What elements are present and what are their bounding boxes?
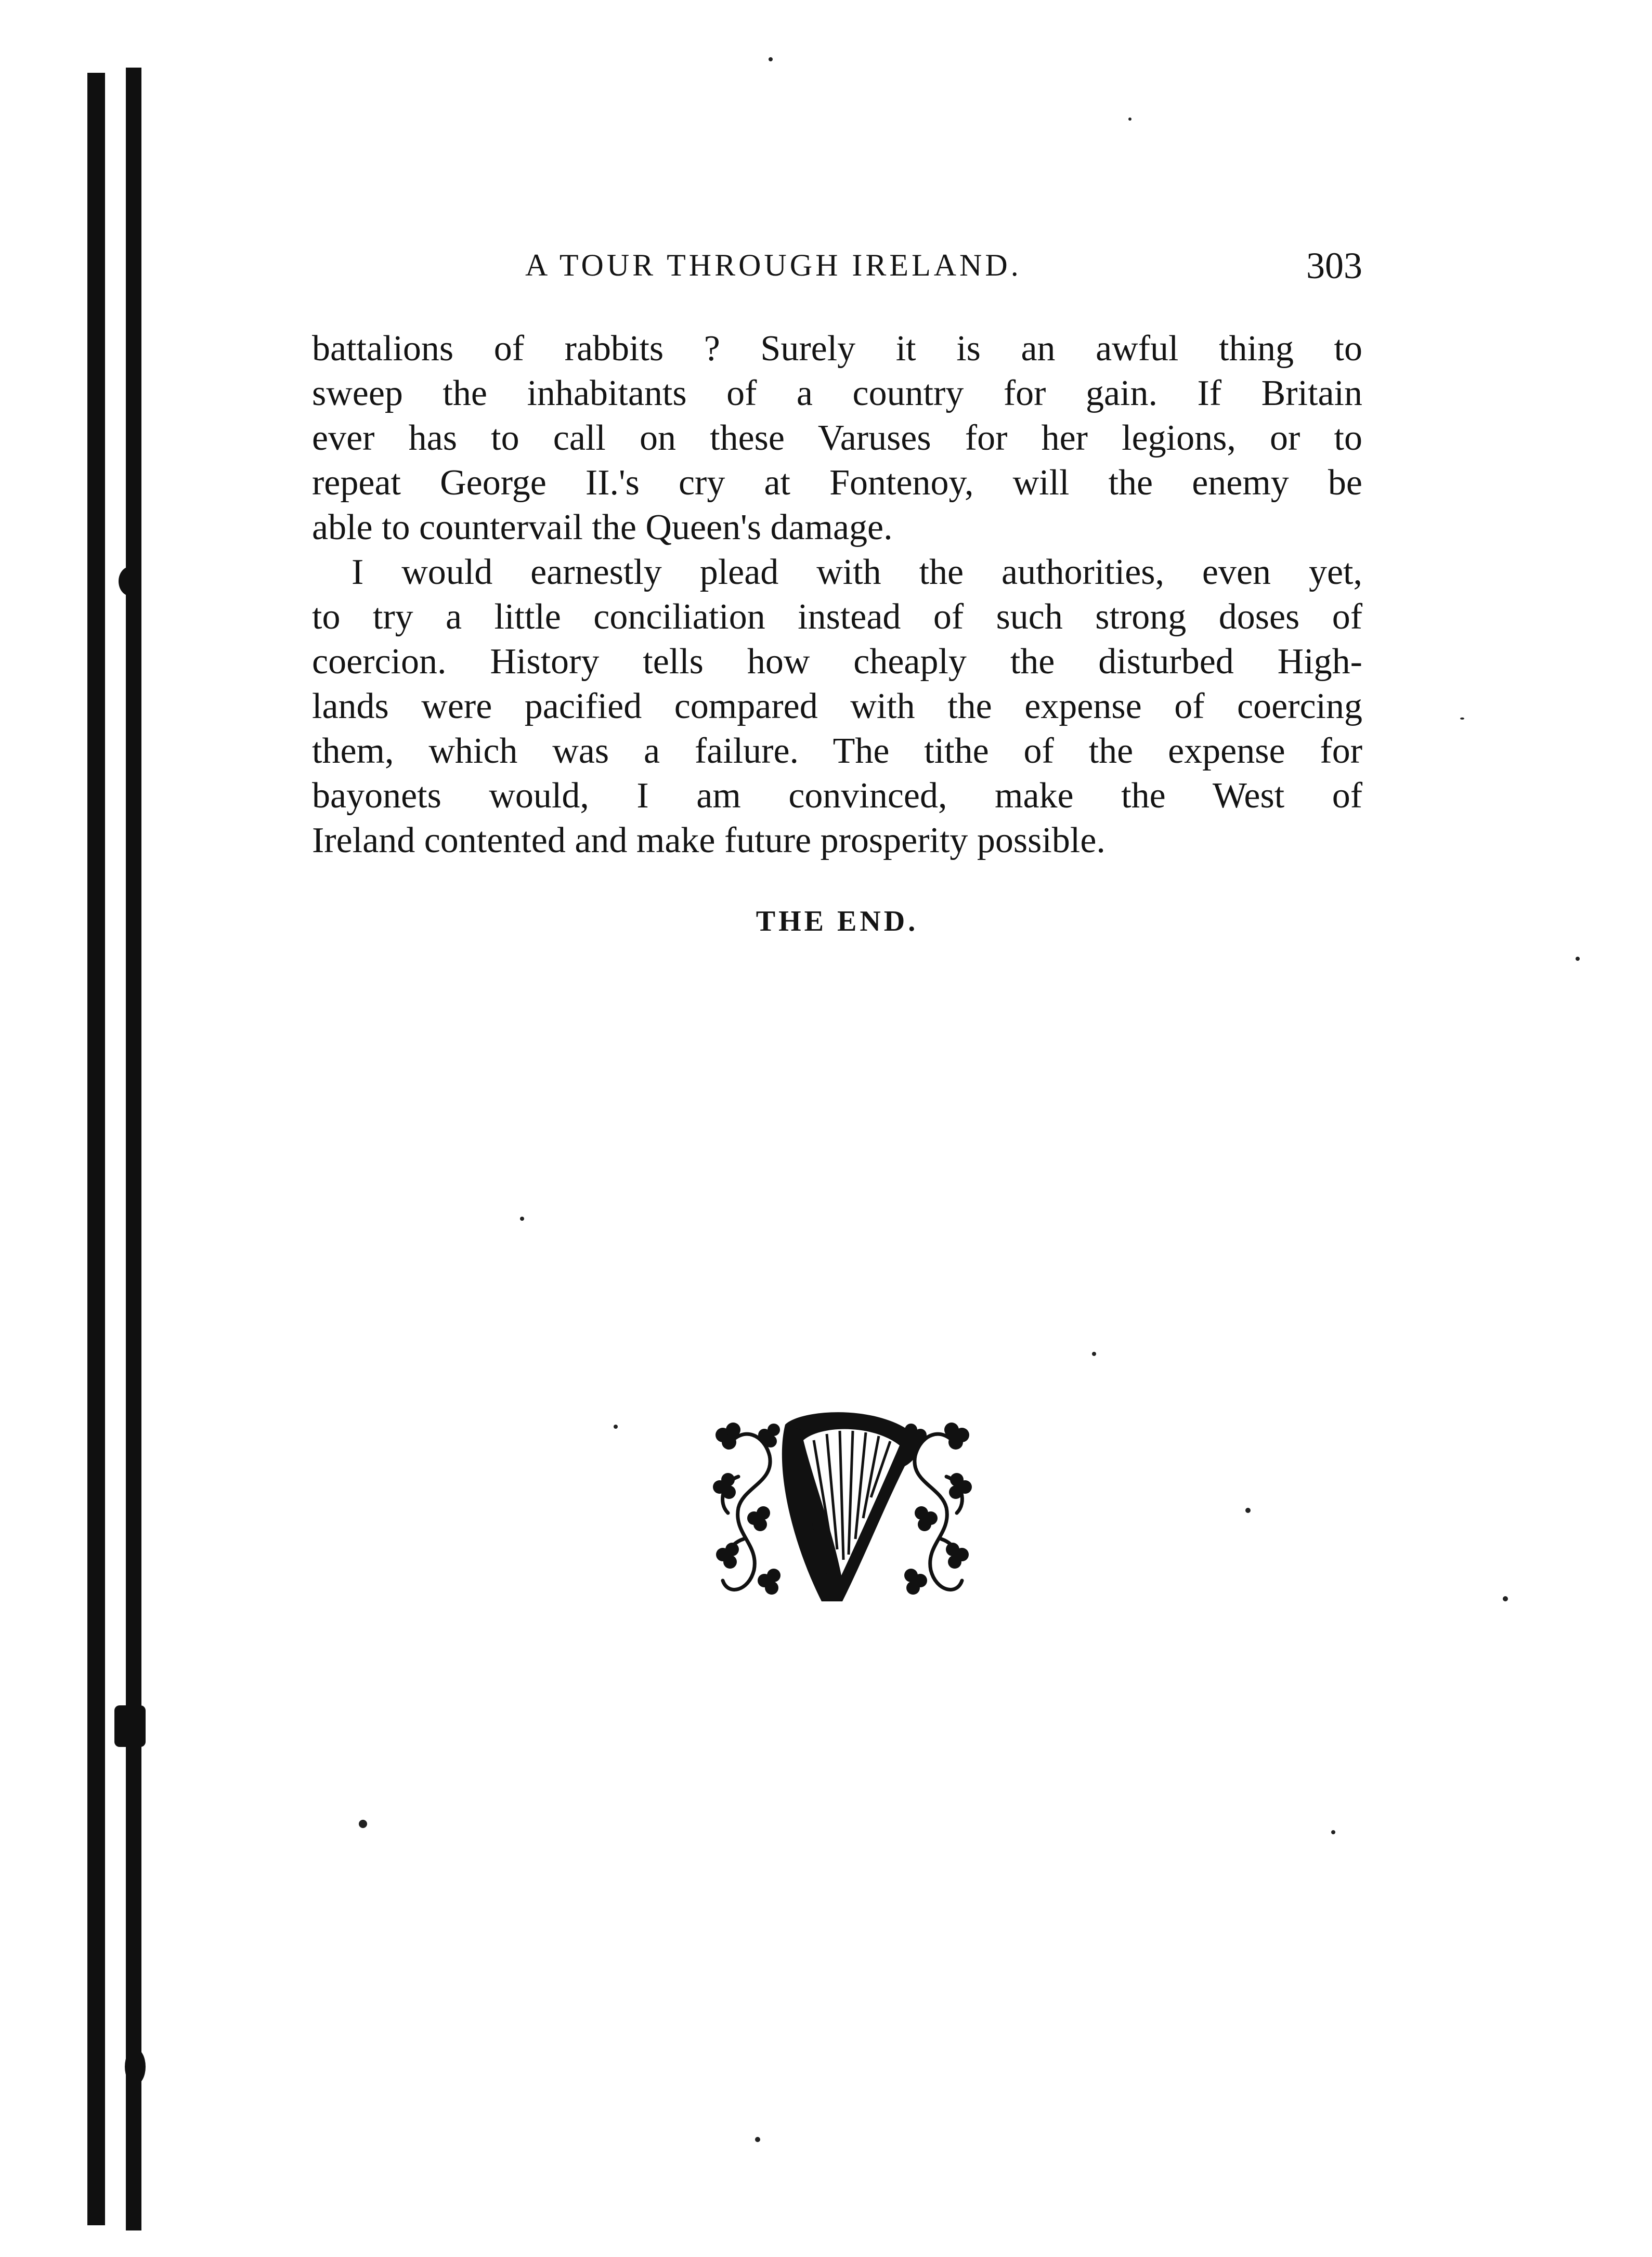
running-title: A TOUR THROUGH IRELAND. [525, 248, 1022, 282]
running-head [312, 244, 1362, 286]
text-line: repeat George II.'s cry at Fontenoy, will the enemy be [312, 463, 1362, 503]
scan-speck [1503, 1596, 1508, 1601]
scan-speck [1331, 1830, 1335, 1834]
binding-mark [114, 1705, 146, 1747]
text-line: battalions of rabbits ? Surely it is an awful thing to [312, 329, 1362, 369]
scan-speck [755, 2137, 760, 2142]
harp-ornament-graphic [707, 1404, 978, 1612]
text-line: able to countervail the Queen's damage. [312, 507, 893, 547]
text-line: Ireland contented and make future prosperity possible. [312, 820, 1105, 860]
scan-speck [1128, 118, 1131, 121]
scan-speck [769, 57, 773, 61]
scan-speck [1092, 1352, 1096, 1356]
scan-speck [520, 1217, 524, 1221]
text-line: ever has to call on these Varuses for her legions, or to [312, 418, 1362, 458]
page-number: 303 [1306, 245, 1362, 286]
binding-mark [125, 2049, 146, 2085]
text-line: them, which was a failure. The tithe of the expense for [312, 731, 1362, 771]
body-text [312, 327, 1362, 863]
binding-edge-left [87, 73, 105, 2225]
text-line: sweep the inhabitants of a country for gain. If Britain [312, 373, 1362, 413]
the-end-label: THE END. [756, 905, 919, 937]
paragraph [312, 550, 1362, 863]
text-line: lands were pacified compared with the expense of coercing [312, 686, 1362, 726]
text-line: coercion. History tells how cheaply the disturbed High- [312, 642, 1362, 682]
text-line: bayonets would, I am convinced, make the West of [312, 776, 1362, 816]
text-line: to try a little conciliation instead of such strong doses of [312, 597, 1362, 637]
paragraph [312, 327, 1362, 550]
scan-speck [1245, 1508, 1251, 1513]
scan-speck [359, 1820, 367, 1828]
scan-speck [1460, 717, 1464, 720]
text-line: I would earnestly plead with the authorities, even yet, [352, 552, 1362, 592]
binding-edge-right [126, 68, 141, 2230]
binding-mark [119, 567, 141, 596]
harp-with-shamrocks-icon [707, 1404, 978, 1612]
scan-speck [614, 1425, 618, 1429]
scan-speck [1576, 957, 1580, 961]
